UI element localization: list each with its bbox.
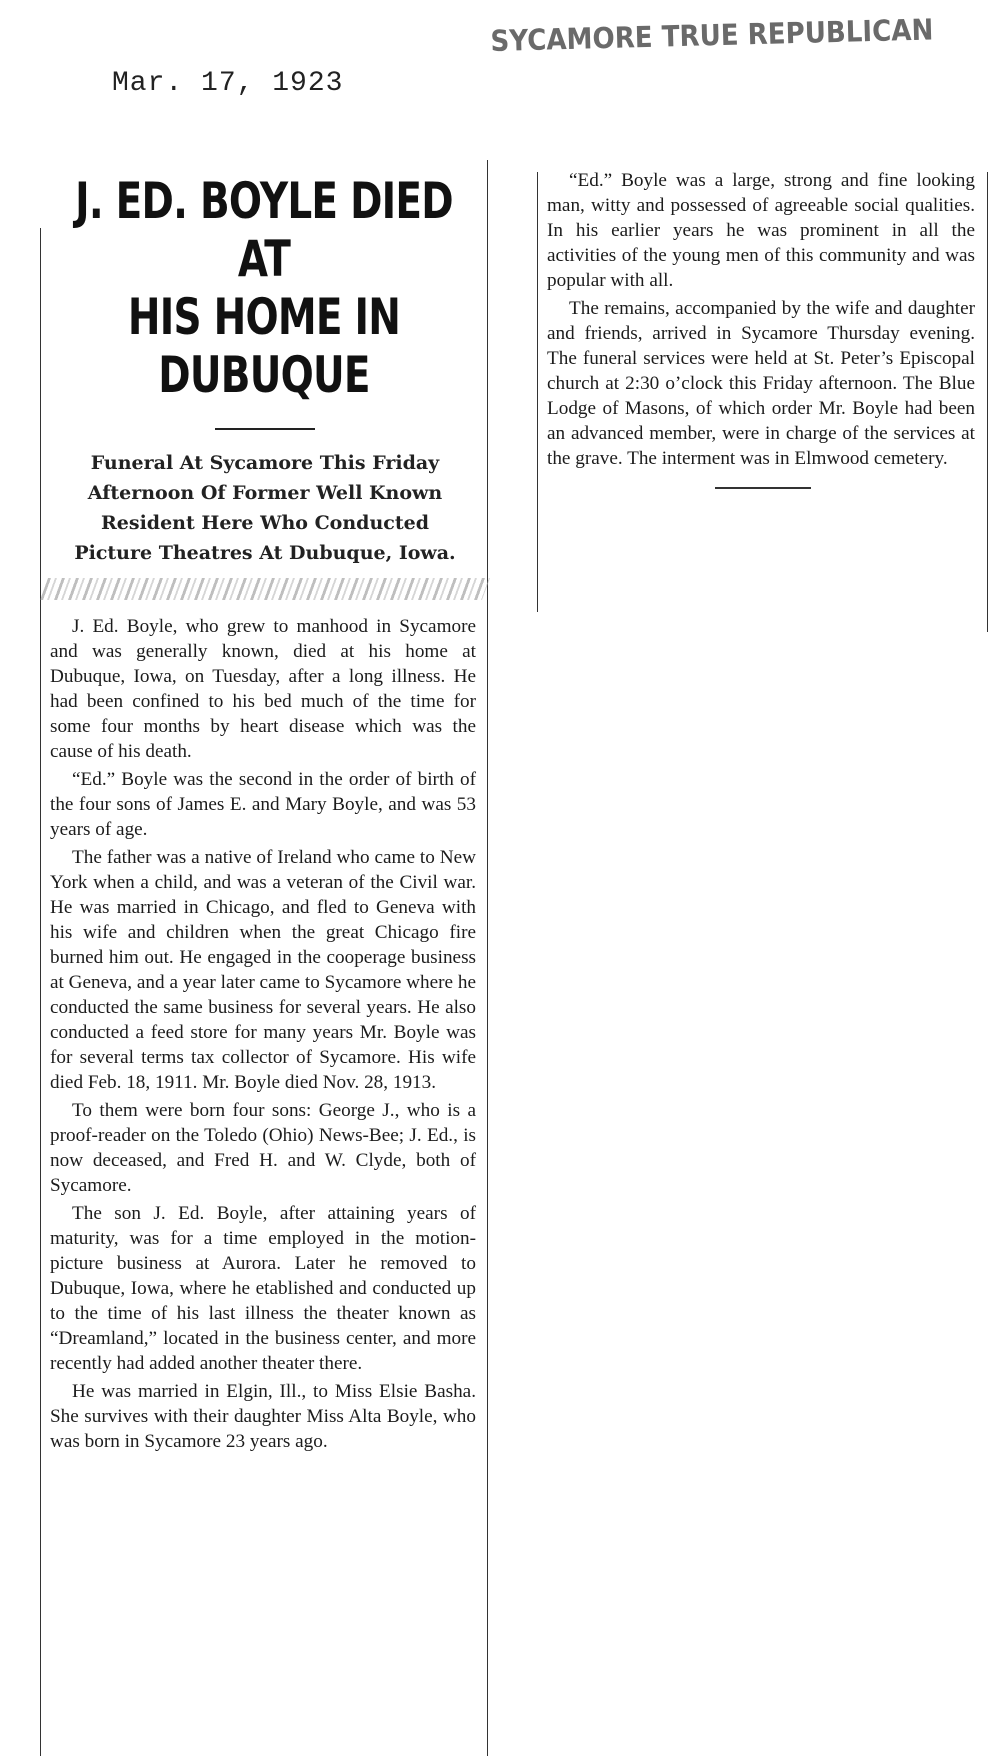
- body-paragraph: “Ed.” Boyle was a large, strong and fine looking man, witty and possessed of agreeable social qualities. In his earlier years he was prominent in all the activities of the young men of this community and was popular with all.: [547, 170, 975, 291]
- subheadline: Funeral At Sycamore This Friday Afternoon Of Former Well Known Resident Here Who Conducted Picture Theatres At Dubuque, Iowa.: [74, 452, 456, 564]
- article-end-rule: [715, 487, 811, 489]
- clipping-date: Mar. 17, 1923: [112, 68, 344, 99]
- body-paragraph: To them were born four sons: George J., who is a proof-reader on the Toledo (Ohio) News-Bee; J. Ed., is now deceased, and Fred H. and W. Clyde, both of Sycamore.: [50, 1100, 476, 1196]
- middle-column-rule: [487, 160, 488, 1756]
- body-paragraph: “Ed.” Boyle was the second in the order of birth of the four sons of James E. and Mary Boyle, and was 53 years of age.: [50, 769, 476, 840]
- headline: [46, 172, 483, 404]
- smudged-divider: [40, 578, 490, 600]
- left-body-text: [44, 614, 486, 1454]
- headline-line-2: HIS HOME IN DUBUQUE: [127, 288, 401, 404]
- headline-divider: [215, 428, 315, 430]
- left-column-rule: [40, 228, 41, 1756]
- body-paragraph: The remains, accompanied by the wife and daughter and friends, arrived in Sycamore Thursday evening. The funeral services were held at St. Peter’s Episcopal church at 2:30 o’clock this Friday afternoon. The Blue Lodge of Masons, of which order Mr. Boyle had been an advanced member, were in charge of the services at the grave. The interment was in Elmwood cemetery.: [547, 298, 975, 469]
- headline-line-1: J. ED. BOYLE DIED AT: [75, 172, 453, 288]
- body-paragraph: The son J. Ed. Boyle, after attaining years of maturity, was for a time employed in the motion-picture business at Aurora. Later he removed to Dubuque, Iowa, where he etablished and conducted up to the time of his last illness the theater known as “Dreamland,” located in the business center, and more recently had added another theater there.: [50, 1203, 476, 1374]
- body-paragraph: The father was a native of Ireland who came to New York when a child, and was a veteran of the Civil war. He was married in Chicago, and fled to Geneva with his wife and children when the great Chicago fire burned him out. He engaged in the cooperage business at Geneva, and a year later came to Sycamore where he conducted the same business for several years. He also conducted a feed store for many years Mr. Boyle was for several terms tax collector of Sycamore. His wife died Feb. 18, 1911. Mr. Boyle died Nov. 28, 1913.: [50, 847, 476, 1093]
- body-paragraph: He was married in Elgin, Ill., to Miss Elsie Basha. She survives with their daughter Miss Alta Boyle, who was born in Sycamore 23 years ago.: [50, 1381, 476, 1452]
- right-column: [541, 168, 985, 489]
- right-column-rule-right: [987, 172, 988, 632]
- left-column: [44, 168, 486, 1454]
- right-column-rule-left: [537, 172, 538, 612]
- body-paragraph: J. Ed. Boyle, who grew to manhood in Sycamore and was generally known, died at his home at Dubuque, Iowa, on Tuesday, after a long illness. He had been confined to his bed much of the time for some four months by heart disease which was the cause of his death.: [50, 616, 476, 762]
- newspaper-name-stamp: SYCAMORE TRUE REPUBLICAN: [490, 12, 934, 58]
